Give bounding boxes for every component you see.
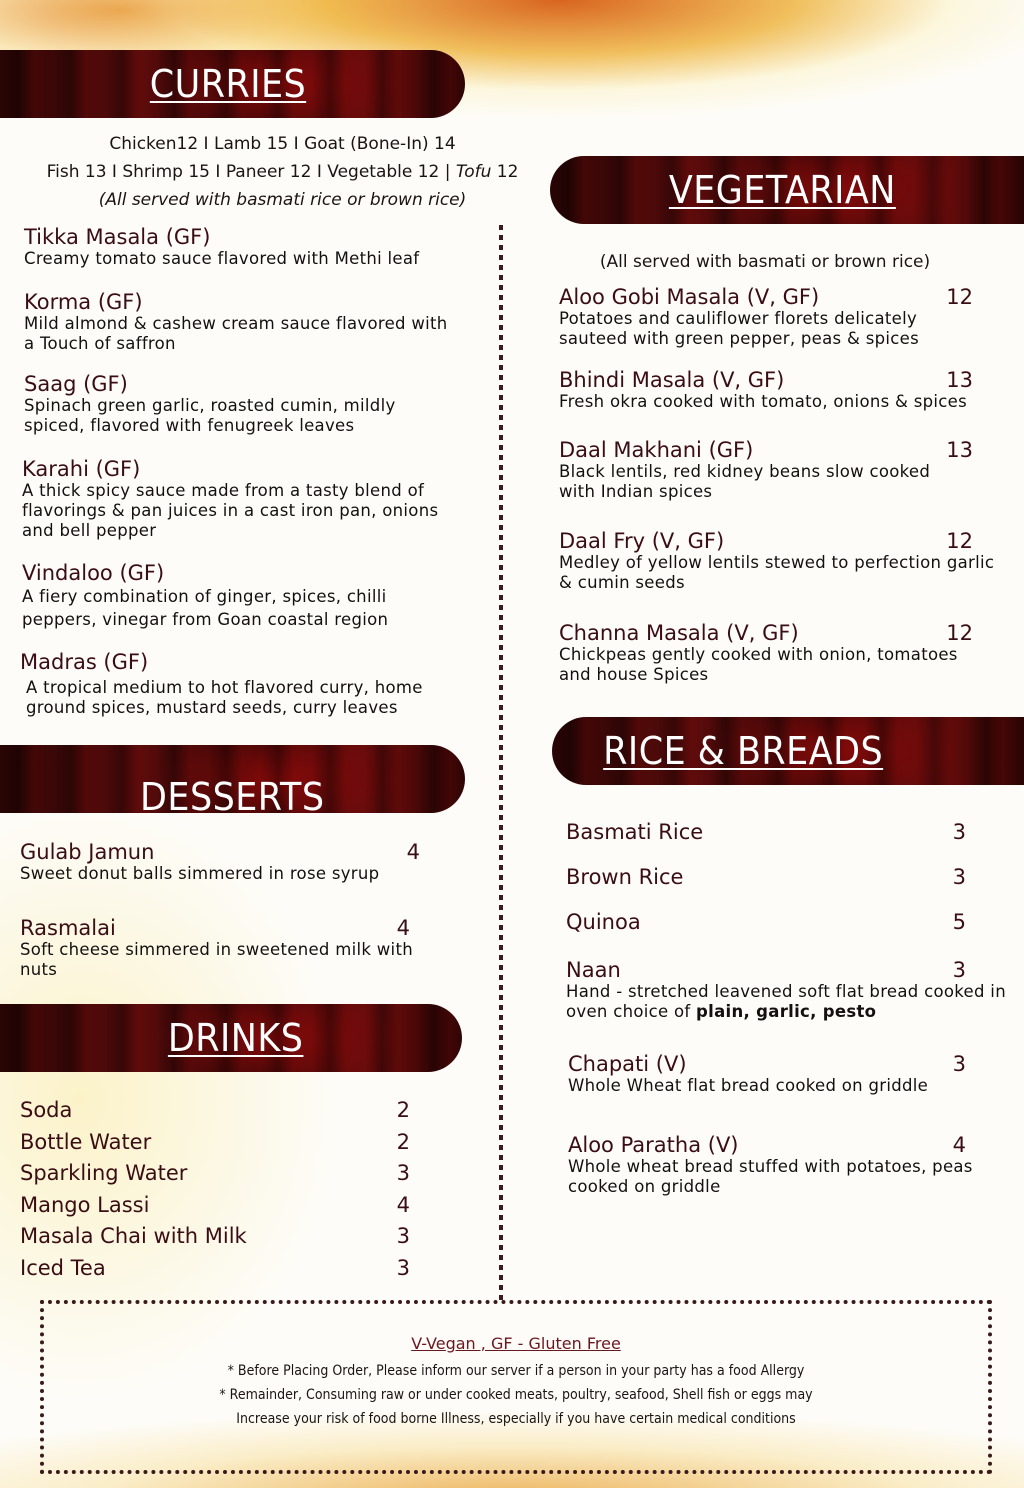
veg-item: Bhindi Masala (V, GF) 13 Fresh okra cooked with tomato, onions & spices <box>559 368 989 412</box>
vegetarian-title: VEGETARIAN <box>668 168 896 212</box>
drink-row: Masala Chai with Milk 3 <box>20 1224 410 1248</box>
item-name: Gulab Jamun <box>20 840 155 864</box>
drink-row: Mango Lassi 4 <box>20 1192 410 1217</box>
item-name: Tikka Masala (GF) <box>24 225 211 249</box>
item-price: 4 <box>406 840 420 864</box>
veg-item: Aloo Gobi Masala (V, GF) 12 Potatoes and cauliflower florets delicately sauteed with green pepper, peas & spices <box>559 285 989 349</box>
vegetarian-served-note: (All served with basmati or brown rice) <box>599 252 931 272</box>
item-desc: Chickpeas gently cooked with onion, tomatoes and house Spices <box>559 645 958 684</box>
curry-item <box>20 650 440 718</box>
item-desc: Sweet donut balls simmered in rose syrup <box>20 864 380 883</box>
item-price: 4 <box>396 916 410 940</box>
item-desc: Mild almond & cashew cream sauce flavored with a Touch of saffron <box>24 314 448 353</box>
item-desc: Black lentils, red kidney beans slow cooked with Indian spices <box>559 462 931 501</box>
curry-item <box>24 290 454 354</box>
veg-item: Channa Masala (V, GF) 12 Chickpeas gently cooked with onion, tomatoes and house Spices <box>559 621 979 685</box>
raw-food-warning-cont: Increase your risk of food borne Illness, especially if you have certain medical conditions <box>236 1411 796 1427</box>
item-name: Karahi (GF) <box>22 457 141 481</box>
curry-item <box>24 372 454 436</box>
veg-item: Daal Fry (V, GF) 12 Medley of yellow lentils stewed to perfection garlic & cumin seeds <box>559 529 999 593</box>
drink-row: Soda 2 <box>20 1098 410 1122</box>
drink-row: Sparkling Water 3 <box>20 1161 410 1185</box>
rice-breads-title: RICE & BREADS <box>603 729 883 773</box>
curries-served-note: (All served with basmati rice or brown rice) <box>98 190 467 210</box>
drinks-title: DRINKS <box>168 1016 304 1060</box>
drinks-list <box>20 1098 410 1287</box>
bread-item: Aloo Paratha (V) 4 Whole wheat bread stuffed with potatoes, peas cooked on griddle <box>568 1133 988 1197</box>
drinks-banner <box>0 1004 462 1072</box>
dessert-item <box>20 840 420 884</box>
proteins-line-2: Fish 13 I Shrimp 15 I Paneer 12 I Vegetable 12 | Tofu 12 <box>46 162 519 182</box>
rice-item: Quinoa 5 <box>566 910 966 934</box>
rice-item: Brown Rice 3 <box>566 865 966 889</box>
item-desc: A tropical medium to hot flavored curry, home ground spices, mustard seeds, curry leaves <box>26 678 423 717</box>
item-desc: Fresh okra cooked with tomato, onions & spices <box>559 392 968 411</box>
bread-item: Naan 3 Hand - stretched leavened soft flat bread cooked in oven choice of plain, garlic, pesto <box>566 958 1006 1021</box>
item-name: Vindaloo (GF) <box>22 561 165 585</box>
vegetarian-banner <box>550 156 1024 224</box>
item-name: Korma (GF) <box>24 290 143 314</box>
item-desc: Creamy tomato sauce flavored with Methi leaf <box>24 249 420 268</box>
item-desc: Spinach green garlic, roasted cumin, mildly spiced, flavored with fenugreek leaves <box>24 396 396 435</box>
veg-item: Daal Makhani (GF) 13 Black lentils, red kidney beans slow cooked with Indian spices <box>559 438 973 501</box>
bread-item: Chapati (V) 3 Whole Wheat flat bread cooked on griddle <box>568 1052 998 1096</box>
item-desc: Hand - stretched leavened soft flat bread cooked in oven choice of plain, garlic, pesto <box>566 982 1006 1021</box>
item-desc: Whole wheat bread stuffed with potatoes, peas cooked on griddle <box>568 1157 973 1196</box>
item-name: Saag (GF) <box>24 372 128 396</box>
dessert-item <box>20 916 430 980</box>
drink-row: Bottle Water 2 <box>20 1129 410 1154</box>
proteins-line-1: Chicken12 I Lamb 15 I Goat (Bone-In) 14 <box>109 134 456 154</box>
curry-item <box>22 561 462 631</box>
curries-proteins <box>0 130 565 214</box>
rice-item: Basmati Rice 3 <box>566 820 966 844</box>
curries-banner <box>0 50 465 118</box>
column-divider <box>499 225 503 1305</box>
curry-item <box>24 225 474 269</box>
item-desc: Potatoes and cauliflower florets delicately sauteed with green pepper, peas & spices <box>559 309 919 348</box>
rice-breads-banner <box>552 717 1024 785</box>
curries-title: CURRIES <box>149 62 306 106</box>
allergy-notice-box <box>40 1300 992 1474</box>
item-desc: Medley of yellow lentils stewed to perfection garlic & cumin seeds <box>559 553 995 592</box>
allergy-note: * Before Placing Order, Please inform our server if a person in your party has a food Allergy <box>227 1363 805 1379</box>
item-desc: Whole Wheat flat bread cooked on griddle <box>568 1076 929 1095</box>
item-desc: Soft cheese simmered in sweetened milk with nuts <box>20 940 413 979</box>
raw-food-warning: * Remainder, Consuming raw or under cooked meats, poultry, seafood, Shell fish or eggs may <box>219 1387 813 1403</box>
item-name: Madras (GF) <box>20 650 149 674</box>
diet-legend: V-Vegan , GF - Gluten Free <box>411 1334 621 1353</box>
item-desc: A fiery combination of ginger, spices, chilli peppers, vinegar from Goan coastal region <box>22 587 389 629</box>
curry-item <box>22 457 472 541</box>
desserts-title: DESSERTS <box>140 775 325 819</box>
desserts-banner <box>0 745 465 819</box>
item-name: Rasmalai <box>20 916 116 940</box>
item-desc: A thick spicy sauce made from a tasty blend of flavorings & pan juices in a cast iron pan, onions and bell pepper <box>22 481 439 540</box>
drink-row: Iced Tea 3 <box>20 1255 410 1280</box>
